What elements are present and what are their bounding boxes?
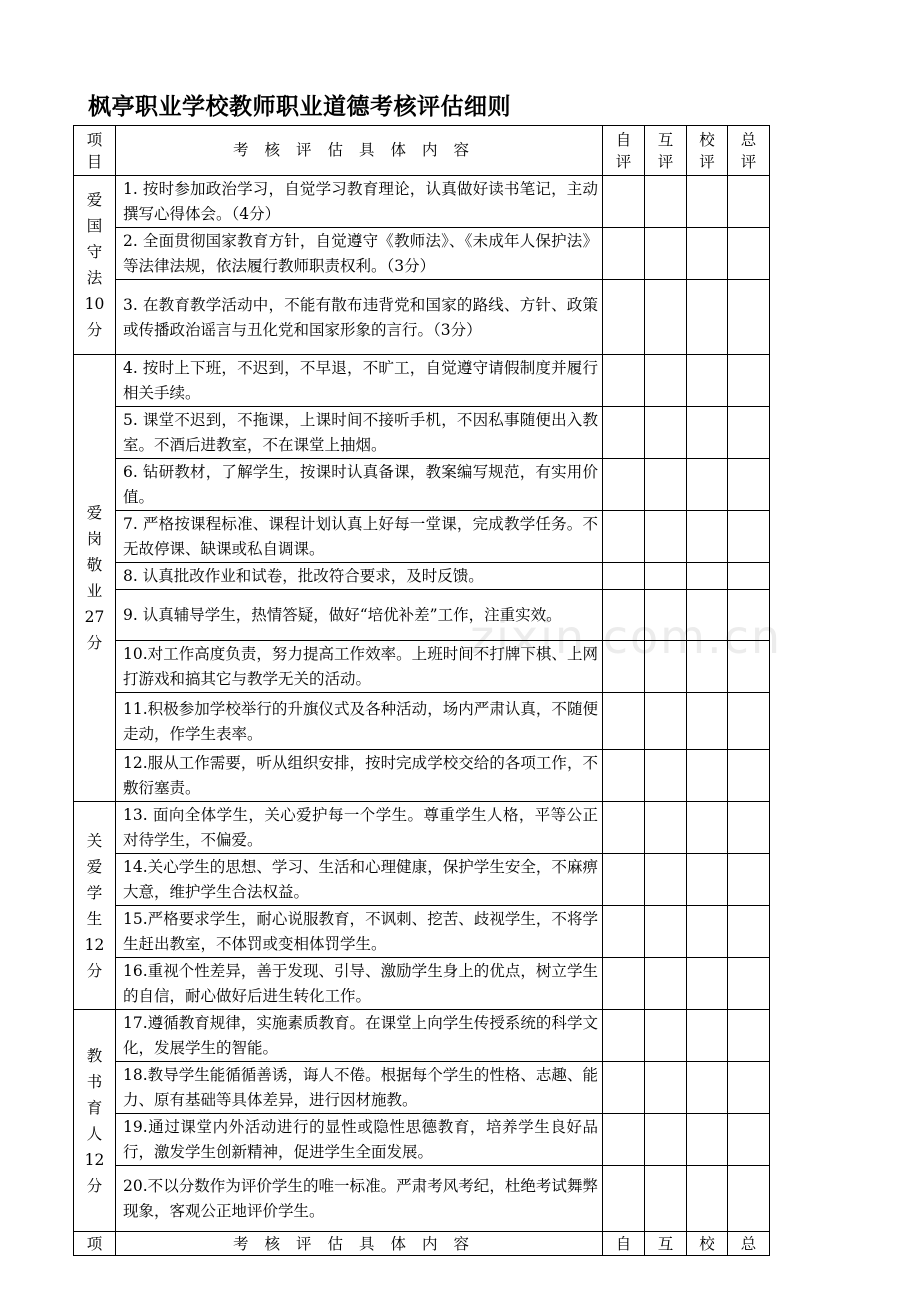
total-score-cell[interactable] <box>728 176 770 228</box>
table-row <box>74 407 770 459</box>
header-category-char: 项 <box>86 130 103 149</box>
school-score-cell[interactable] <box>687 563 728 590</box>
total-score-cell[interactable] <box>728 459 770 511</box>
total-score-cell[interactable] <box>728 641 770 693</box>
peer-score-cell[interactable] <box>645 693 687 750</box>
criterion-text: 15.严格要求学生，耐心说服教育，不讽刺、挖苦、歧视学生，不将学生赶出教室，不体罚或变相体罚学生。 <box>116 906 603 958</box>
criterion-text: 5. 课堂不迟到，不拖课，上课时间不接听手机，不因私事随便出入教室。不酒后进教室，不在课堂上抽烟。 <box>116 407 603 459</box>
header-content: 考核评估具体内容 <box>116 126 603 176</box>
category-label-char: 人 <box>86 1124 103 1143</box>
table-row <box>74 906 770 958</box>
school-score-cell[interactable] <box>687 590 728 641</box>
school-score-cell[interactable] <box>687 280 728 355</box>
category-label-char: 分 <box>86 321 103 339</box>
footer-header-row <box>74 1232 770 1256</box>
category-label-char: 敬 <box>86 556 103 574</box>
total-score-cell[interactable] <box>728 511 770 563</box>
criterion-text: 3. 在教育教学活动中，不能有散布违背党和国家的路线、方针、政策或传播政治谣言与丑化党和国家形象的言行。（3分） <box>116 280 603 355</box>
category-label-char: 岗 <box>86 530 103 548</box>
school-score-cell[interactable] <box>687 1062 728 1114</box>
self-score-cell[interactable] <box>603 355 645 407</box>
criterion-text: 12.服从工作需要，听从组织安排，按时完成学校交给的各项工作，不敷衍塞责。 <box>116 750 603 802</box>
criterion-text: 17.遵循教育规律，实施素质教育。在课堂上向学生传授系统的科学文化，发展学生的智能。 <box>116 1010 603 1062</box>
category-label-char: 法 <box>86 269 103 287</box>
peer-score-cell[interactable] <box>645 906 687 958</box>
criterion-text: 1. 按时参加政治学习，自觉学习教育理论，认真做好读书笔记，主动撰写心得体会。（4分） <box>116 176 603 228</box>
table-row <box>74 280 770 355</box>
table-row <box>74 563 770 590</box>
table-row <box>74 693 770 750</box>
category-cell <box>74 176 116 355</box>
criterion-text: 13. 面向全体学生，关心爱护每一个学生。尊重学生人格，平等公正对待学生，不偏爱。 <box>116 802 603 854</box>
table-row <box>74 590 770 641</box>
self-score-cell[interactable] <box>603 176 645 228</box>
table-row <box>74 228 770 280</box>
header-score-2 <box>687 126 728 176</box>
footer-score-0: 自 <box>603 1232 645 1256</box>
self-score-cell[interactable] <box>603 407 645 459</box>
school-score-cell[interactable] <box>687 355 728 407</box>
footer-score-1: 互 <box>645 1232 687 1256</box>
peer-score-cell[interactable] <box>645 958 687 1010</box>
table-row <box>74 641 770 693</box>
school-score-cell[interactable] <box>687 750 728 802</box>
category-cell <box>74 355 116 802</box>
peer-score-cell[interactable] <box>645 1062 687 1114</box>
peer-score-cell[interactable] <box>645 407 687 459</box>
criterion-text: 7. 严格按课程标准、课程计划认真上好每一堂课，完成教学任务。不无故停课、缺课或私自调课。 <box>116 511 603 563</box>
total-score-cell[interactable] <box>728 693 770 750</box>
peer-score-cell[interactable] <box>645 1010 687 1062</box>
criterion-text: 14.关心学生的思想、学习、生活和心理健康，保护学生安全，不麻痹大意，维护学生合法权益。 <box>116 854 603 906</box>
criterion-text: 6. 钻研教材，了解学生，按课时认真备课，教案编写规范，有实用价值。 <box>116 459 603 511</box>
header-category <box>74 126 116 176</box>
category-label-char: 爱 <box>86 857 103 876</box>
category-label-char: 学 <box>86 883 103 902</box>
category-label-char: 爱 <box>86 504 103 522</box>
self-score-cell[interactable] <box>603 641 645 693</box>
table-row <box>74 1166 770 1232</box>
header-score-char: 总 <box>740 130 757 149</box>
school-score-cell[interactable] <box>687 1114 728 1166</box>
header-score-char: 互 <box>657 130 674 149</box>
category-label-char: 分 <box>86 1176 103 1195</box>
criterion-text: 18.教导学生能循循善诱，诲人不倦。根据每个学生的性格、志趣、能力、原有基础等具体差异，进行因材施教。 <box>116 1062 603 1114</box>
peer-score-cell[interactable] <box>645 228 687 280</box>
header-score-1 <box>645 126 687 176</box>
footer-category: 项 <box>74 1232 116 1256</box>
peer-score-cell[interactable] <box>645 176 687 228</box>
header-score-char: 自 <box>615 130 632 149</box>
self-score-cell[interactable] <box>603 563 645 590</box>
self-score-cell[interactable] <box>603 802 645 854</box>
header-score-3 <box>728 126 770 176</box>
school-score-cell[interactable] <box>687 228 728 280</box>
self-score-cell[interactable] <box>603 228 645 280</box>
criterion-text: 9. 认真辅导学生，热情答疑，做好“培优补差”工作，注重实效。 <box>116 590 603 641</box>
total-score-cell[interactable] <box>728 750 770 802</box>
school-score-cell[interactable] <box>687 958 728 1010</box>
header-score-char: 评 <box>699 152 715 171</box>
document-title: 枫亭职业学校教师职业道德考核评估细则 <box>88 94 511 120</box>
self-score-cell[interactable] <box>603 1166 645 1232</box>
school-score-cell[interactable] <box>687 407 728 459</box>
table-row <box>74 958 770 1010</box>
category-label-char: 关 <box>86 831 103 850</box>
table-row <box>74 1114 770 1166</box>
self-score-cell[interactable] <box>603 750 645 802</box>
total-score-cell[interactable] <box>728 280 770 355</box>
school-score-cell[interactable] <box>687 1166 728 1232</box>
school-score-cell[interactable] <box>687 459 728 511</box>
category-label-char: 育 <box>86 1098 103 1117</box>
criterion-text: 19.通过课堂内外活动进行的显性或隐性思德教育，培养学生良好品行，激发学生创新精神，促进学生全面发展。 <box>116 1114 603 1166</box>
school-score-cell[interactable] <box>687 176 728 228</box>
self-score-cell[interactable] <box>603 1114 645 1166</box>
header-category-char: 目 <box>86 152 103 171</box>
category-label-char: 书 <box>86 1072 103 1091</box>
total-score-cell[interactable] <box>728 407 770 459</box>
table-row <box>74 1010 770 1062</box>
total-score-cell[interactable] <box>728 1114 770 1166</box>
peer-score-cell[interactable] <box>645 459 687 511</box>
category-label-char: 分 <box>86 961 103 980</box>
category-label-char: 爱 <box>86 191 103 209</box>
self-score-cell[interactable] <box>603 906 645 958</box>
criterion-text: 8. 认真批改作业和试卷，批改符合要求，及时反馈。 <box>116 563 603 590</box>
school-score-cell[interactable] <box>687 511 728 563</box>
criterion-text: 10.对工作高度负责，努力提高工作效率。上班时间不打牌下棋、上网打游戏和搞其它与教学无关的活动。 <box>116 641 603 693</box>
school-score-cell[interactable] <box>687 1010 728 1062</box>
total-score-cell[interactable] <box>728 906 770 958</box>
category-cell <box>74 1010 116 1232</box>
category-label-char: 业 <box>86 582 103 600</box>
self-score-cell[interactable] <box>603 693 645 750</box>
peer-score-cell[interactable] <box>645 802 687 854</box>
school-score-cell[interactable] <box>687 693 728 750</box>
peer-score-cell[interactable] <box>645 854 687 906</box>
category-label-char: 12 <box>84 1150 105 1169</box>
total-score-cell[interactable] <box>728 1010 770 1062</box>
total-score-cell[interactable] <box>728 802 770 854</box>
table-row <box>74 355 770 407</box>
total-score-cell[interactable] <box>728 590 770 641</box>
school-score-cell[interactable] <box>687 906 728 958</box>
peer-score-cell[interactable] <box>645 1114 687 1166</box>
school-score-cell[interactable] <box>687 854 728 906</box>
peer-score-cell[interactable] <box>645 641 687 693</box>
watermark: zixin.com.cn <box>470 610 783 664</box>
table-row <box>74 459 770 511</box>
category-label-char: 27 <box>84 608 105 626</box>
total-score-cell[interactable] <box>728 355 770 407</box>
total-score-cell[interactable] <box>728 228 770 280</box>
self-score-cell[interactable] <box>603 1062 645 1114</box>
category-label-char: 生 <box>86 909 103 928</box>
criterion-text: 2. 全面贯彻国家教育方针，自觉遵守《教师法》、《未成年人保护法》等法律法规，依法履行教师职责权利。（3分） <box>116 228 603 280</box>
self-score-cell[interactable] <box>603 590 645 641</box>
header-score-char: 评 <box>615 152 632 171</box>
self-score-cell[interactable] <box>603 1010 645 1062</box>
self-score-cell[interactable] <box>603 280 645 355</box>
peer-score-cell[interactable] <box>645 563 687 590</box>
category-cell <box>74 802 116 1010</box>
category-label-char: 10 <box>84 295 105 313</box>
footer-score-3: 总 <box>728 1232 770 1256</box>
category-label-char: 教 <box>86 1046 103 1065</box>
table-row <box>74 854 770 906</box>
total-score-cell[interactable] <box>728 1062 770 1114</box>
category-label-char: 12 <box>84 935 105 954</box>
self-score-cell[interactable] <box>603 958 645 1010</box>
header-row <box>74 126 770 176</box>
total-score-cell[interactable] <box>728 854 770 906</box>
category-label-char: 分 <box>86 634 103 652</box>
category-label-char: 国 <box>86 217 103 235</box>
self-score-cell[interactable] <box>603 854 645 906</box>
table-row <box>74 1062 770 1114</box>
criterion-text: 4. 按时上下班，不迟到，不早退，不旷工，自觉遵守请假制度并履行相关手续。 <box>116 355 603 407</box>
footer-content: 考核评估具体内容 <box>116 1232 603 1256</box>
header-score-0 <box>603 126 645 176</box>
peer-score-cell[interactable] <box>645 750 687 802</box>
criterion-text: 16.重视个性差异，善于发现、引导、激励学生身上的优点，树立学生的自信，耐心做好后进生转化工作。 <box>116 958 603 1010</box>
school-score-cell[interactable] <box>687 641 728 693</box>
peer-score-cell[interactable] <box>645 511 687 563</box>
footer-score-2: 校 <box>687 1232 728 1256</box>
table-row <box>74 750 770 802</box>
self-score-cell[interactable] <box>603 459 645 511</box>
table-row <box>74 511 770 563</box>
total-score-cell[interactable] <box>728 1166 770 1232</box>
school-score-cell[interactable] <box>687 802 728 854</box>
header-score-char: 评 <box>657 152 674 171</box>
self-score-cell[interactable] <box>603 511 645 563</box>
total-score-cell[interactable] <box>728 563 770 590</box>
table-row <box>74 176 770 228</box>
peer-score-cell[interactable] <box>645 1166 687 1232</box>
total-score-cell[interactable] <box>728 958 770 1010</box>
criterion-text: 20.不以分数作为评价学生的唯一标准。严肃考风考纪，杜绝考试舞弊现象，客观公正地评价学生。 <box>116 1166 603 1232</box>
peer-score-cell[interactable] <box>645 355 687 407</box>
peer-score-cell[interactable] <box>645 590 687 641</box>
criterion-text: 11.积极参加学校举行的升旗仪式及各种活动，场内严肃认真，不随便走动，作学生表率。 <box>116 693 603 750</box>
header-score-char: 评 <box>740 152 757 171</box>
header-score-char: 校 <box>699 130 715 149</box>
assessment-table <box>73 125 770 1256</box>
table-row <box>74 802 770 854</box>
category-label-char: 守 <box>86 243 103 261</box>
peer-score-cell[interactable] <box>645 280 687 355</box>
